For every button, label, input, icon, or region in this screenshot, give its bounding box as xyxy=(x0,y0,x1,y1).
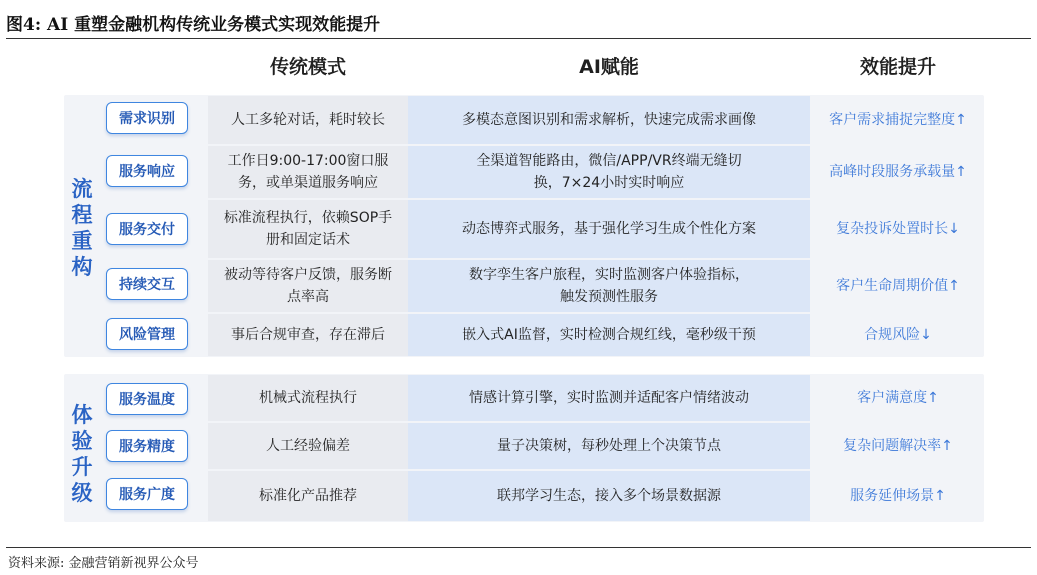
efficiency-cell: 复杂问题解决率↑ xyxy=(843,438,953,454)
ai-cell: 动态博弈式服务，基于强化学习生成个性化方案 xyxy=(408,200,810,258)
tag-service-breadth: 服务广度 xyxy=(106,478,188,510)
traditional-cell: 人工经验偏差 xyxy=(208,423,408,469)
bottom-divider xyxy=(6,547,1031,548)
tag-demand-identification: 需求识别 xyxy=(106,102,188,134)
group-label-process xyxy=(68,176,96,280)
group-label-char: 重 xyxy=(71,229,93,253)
group-label-char: 流 xyxy=(71,177,93,201)
tag-service-precision: 服务精度 xyxy=(106,430,188,462)
traditional-cell: 工作日9:00-17:00窗口服务，或单渠道服务响应 xyxy=(208,146,408,198)
group-label-char: 验 xyxy=(71,429,93,453)
ai-cell: 嵌入式AI监督，实时检测合规红线，毫秒级干预 xyxy=(408,314,810,356)
tag-service-delivery: 服务交付 xyxy=(106,213,188,245)
ai-cell: 情感计算引擎，实时监测并适配客户情绪波动 xyxy=(408,375,810,421)
efficiency-cell: 客户生命周期价值↑ xyxy=(836,278,960,294)
tag-risk-management: 风险管理 xyxy=(106,318,188,350)
group-label-experience xyxy=(68,402,96,506)
traditional-cell: 事后合规审查，存在滞后 xyxy=(208,314,408,356)
traditional-cell: 被动等待客户反馈，服务断点率高 xyxy=(208,260,408,312)
efficiency-cell: 合规风险↓ xyxy=(864,327,932,343)
traditional-cell: 标准化产品推荐 xyxy=(208,471,408,521)
efficiency-cell: 客户满意度↑ xyxy=(857,390,939,406)
traditional-cell: 人工多轮对话，耗时较长 xyxy=(208,96,408,144)
top-divider xyxy=(6,38,1031,39)
ai-cell: 数字孪生客户旅程，实时监测客户体验指标，触发预测性服务 xyxy=(408,260,810,312)
header-ai: AI赋能 xyxy=(579,56,639,78)
ai-cell: 量子决策树，每秒处理上个决策节点 xyxy=(408,423,810,469)
header-traditional: 传统模式 xyxy=(269,56,346,78)
tag-continuous-interaction: 持续交互 xyxy=(106,268,188,300)
efficiency-cell: 客户需求捕捉完整度↑ xyxy=(829,112,967,128)
group-label-char: 升 xyxy=(71,455,93,479)
efficiency-cell: 复杂投诉处置时长↓ xyxy=(836,221,960,237)
efficiency-cell: 服务延伸场景↑ xyxy=(850,488,946,504)
ai-cell: 全渠道智能路由，微信/APP/VR终端无缝切换，7×24小时实时响应 xyxy=(408,146,810,198)
tag-service-warmth: 服务温度 xyxy=(106,383,188,415)
traditional-cell: 标准流程执行，依赖SOP手册和固定话术 xyxy=(208,200,408,258)
group-label-char: 构 xyxy=(71,255,93,279)
group-label-char: 体 xyxy=(71,403,93,427)
traditional-cell: 机械式流程执行 xyxy=(208,375,408,421)
ai-cell: 多模态意图识别和需求解析，快速完成需求画像 xyxy=(408,96,810,144)
header-efficiency: 效能提升 xyxy=(859,56,936,78)
tag-service-response: 服务响应 xyxy=(106,155,188,187)
ai-cell: 联邦学习生态，接入多个场景数据源 xyxy=(408,471,810,521)
efficiency-cell: 高峰时段服务承载量↑ xyxy=(829,164,967,180)
group-label-char: 级 xyxy=(71,481,93,505)
figure-title: 图4: AI 重塑金融机构传统业务模式实现效能提升 xyxy=(6,15,381,35)
source-note: 资料来源: 金融营销新视界公众号 xyxy=(8,556,199,571)
group-label-char: 程 xyxy=(71,203,93,227)
